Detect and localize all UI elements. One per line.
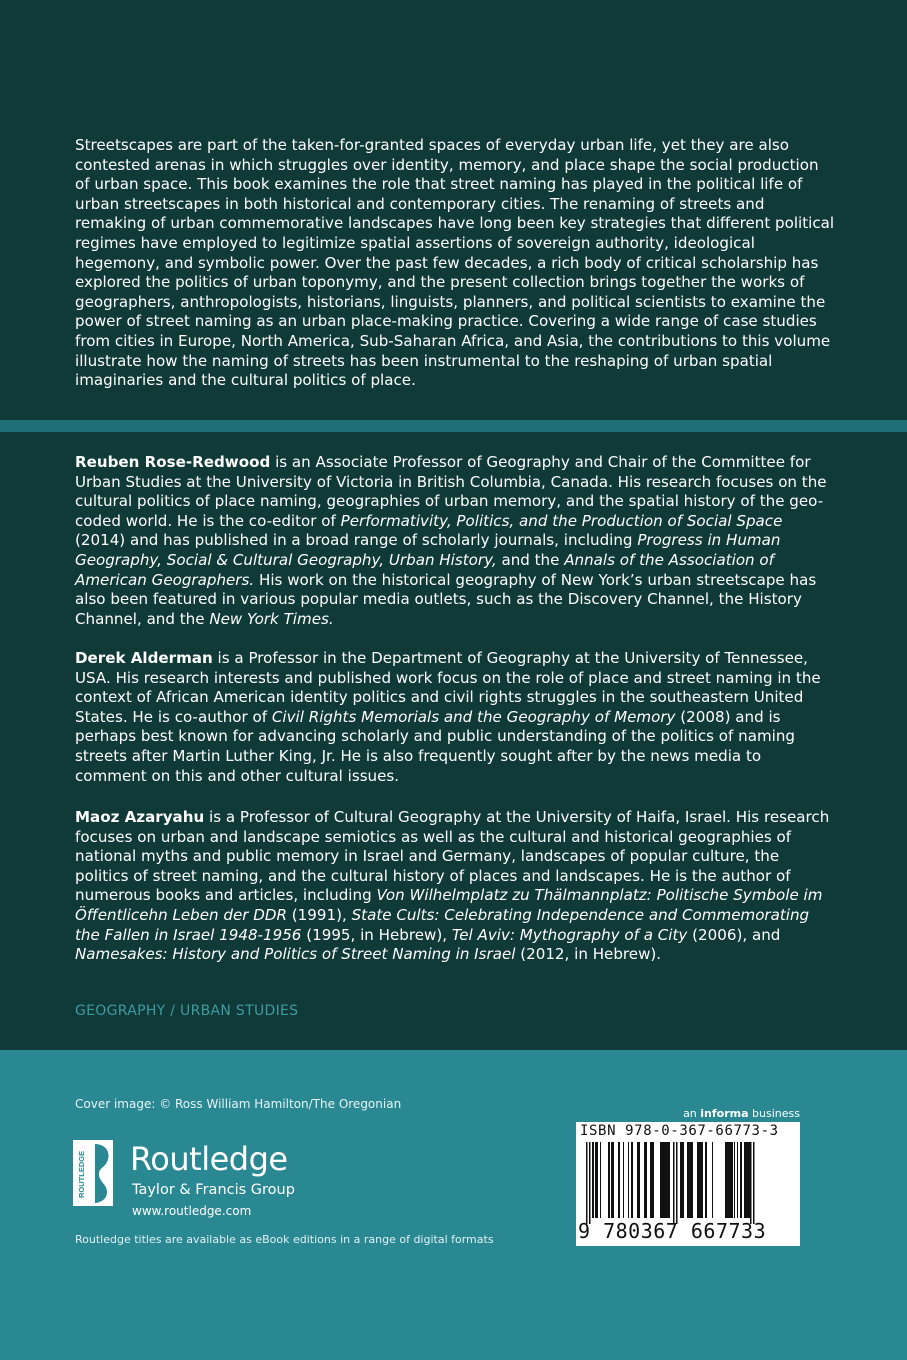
book-blurb: Streetscapes are part of the taken-for-granted spaces of everyday urban life, yet they are also contested arenas in which struggles over identity, memory, and place shape the social production of urban space. This book examines the role that street naming has played in the political life of urban streetscapes in both historical and contemporary cities. The renaming of streets and remaking of urban commemorative landscapes have long been key strategies that different political regimes have employed to legitimize spatial assertions of sovereign authority, ideological hegemony, and symbolic power. Over the past few decades, a rich body of critical scholarship has explored the politics of urban toponymy, and the present collection brings together the works of geographers, anthropologists, historians, linguists, planners, and political scientists to examine the power of street naming as an urban place-making practice. Covering a wide range of case studies from cities in Europe, North America, Sub-Saharan Africa, and Asia, the contributions to this volume illustrate how the naming of streets has been instrumental to the reshaping of urban spatial imaginaries and the cultural politics of place. bbox=[75, 136, 835, 390]
barcode-bar bbox=[660, 1142, 661, 1218]
author-bio-alderman bbox=[75, 649, 835, 786]
barcode-bar bbox=[745, 1142, 747, 1218]
cover-image-credit: Cover image: © Ross William Hamilton/The Oregonian bbox=[75, 1097, 402, 1111]
bio-text: (2014) and has published in a broad range of scholarly journals, including bbox=[75, 531, 638, 550]
italic-title: New York Times. bbox=[209, 609, 334, 628]
barcode-bar bbox=[597, 1142, 598, 1218]
bio-text: and the bbox=[496, 550, 565, 569]
barcode-bar bbox=[688, 1142, 690, 1218]
author-name: Derek Alderman bbox=[75, 649, 213, 667]
barcode-bar bbox=[637, 1142, 640, 1218]
italic-title: Annals of the Association of American Geographers. bbox=[75, 550, 774, 589]
bio-text: (2012, in Hebrew). bbox=[515, 945, 662, 964]
barcode-bar bbox=[728, 1142, 730, 1218]
isbn-label: ISBN 978-0-367-66773-3 bbox=[580, 1123, 779, 1139]
barcode-bar bbox=[611, 1142, 614, 1218]
barcode-bar bbox=[725, 1142, 726, 1218]
barcode-bar bbox=[595, 1142, 597, 1218]
barcode-bar bbox=[608, 1142, 610, 1218]
bio-text: (1995, in Hebrew), bbox=[301, 925, 452, 944]
informa-business-label: an informa business bbox=[683, 1107, 800, 1120]
barcode-bar bbox=[747, 1142, 750, 1218]
publisher-group: Taylor & Francis Group bbox=[132, 1182, 295, 1198]
subject-category: GEOGRAPHY / URBAN STUDIES bbox=[75, 1003, 299, 1019]
barcode-bar bbox=[661, 1142, 664, 1218]
barcode-bar bbox=[734, 1142, 735, 1218]
bio-text: His work on the historical geography of New York’s urban streetscape has also been featured in various popular media outlets, such as the Discovery Channel, the History Channel, and the bbox=[75, 570, 817, 628]
italic-title: State Cults: Celebrating Independence and Commemorating the Fallen in Israel 1948-1956 bbox=[75, 905, 810, 944]
barcode-bar bbox=[628, 1142, 629, 1218]
italic-title: Progress in Human Geography, Social & Cultural Geography, Urban History, bbox=[75, 531, 781, 569]
barcode-bar bbox=[592, 1142, 594, 1218]
bio-text: (1991), bbox=[286, 905, 352, 924]
barcode-bar bbox=[631, 1142, 632, 1218]
bio-text: (2008) and is perhaps best known for advancing scholarly and public understanding of the politics of naming streets after Martin Luther King, Jr. He is also frequently sought after by the news media to comment on this and other cultural issues. bbox=[75, 707, 795, 785]
author-name: Reuben Rose-Redwood bbox=[75, 453, 271, 471]
ebook-note: Routledge titles are available as eBook editions in a range of digital formats bbox=[75, 1233, 494, 1246]
bio-text: is a Professor of Cultural Geography at the University of Haifa, Israel. His research focuses on urban and landscape semiotics as well as the cultural and historical geographies of national myths and public memory in Israel and Germany, landscapes of popular culture, the politics of street naming, and the cultural history of places and landscapes. He is the author of numerous books and articles, including bbox=[75, 808, 830, 905]
isbn-barcode bbox=[576, 1122, 800, 1246]
barcode-bar bbox=[618, 1142, 620, 1218]
italic-title: Civil Rights Memorials and the Geography of Memory bbox=[271, 707, 676, 726]
isbn-digits: 9 780367 667733 bbox=[578, 1219, 767, 1243]
routledge-logo bbox=[73, 1140, 113, 1206]
routledge-logo-text: ROUTLEDGE bbox=[77, 1150, 86, 1198]
author-name: Maoz Azaryahu bbox=[75, 808, 205, 826]
barcode-bar bbox=[744, 1142, 745, 1218]
author-bio-azaryahu bbox=[75, 808, 835, 965]
italic-title: Namesakes: History and Politics of Street Naming in Israel bbox=[75, 945, 516, 964]
bio-text: is a Professor in the Department of Geography at the University of Tennessee, USA. His research interests and published work focus on the role of place and street naming in the context of African American identity politics and civil rights struggles in the southeastern United States. He is co-author of bbox=[75, 649, 821, 726]
italic-title: Tel Aviv: Mythography of a City bbox=[451, 925, 688, 944]
barcode-bar bbox=[740, 1142, 742, 1218]
barcode-bar bbox=[697, 1142, 700, 1218]
barcode-bar bbox=[730, 1142, 733, 1218]
bio-text: (2006), and bbox=[687, 925, 781, 944]
separator-band bbox=[0, 420, 907, 432]
barcode-bar bbox=[664, 1142, 667, 1218]
barcode-bar bbox=[623, 1142, 624, 1218]
barcode-bars bbox=[576, 1142, 800, 1224]
barcode-bar bbox=[712, 1142, 713, 1218]
barcode-bar bbox=[667, 1142, 670, 1218]
author-bio-rose-redwood bbox=[75, 453, 835, 629]
barcode-bar bbox=[683, 1142, 684, 1218]
barcode-bar bbox=[692, 1142, 693, 1218]
barcode-bar bbox=[644, 1142, 647, 1218]
barcode-bar bbox=[652, 1142, 654, 1218]
barcode-bar bbox=[632, 1142, 633, 1218]
barcode-bar bbox=[702, 1142, 703, 1218]
barcode-bar bbox=[690, 1142, 692, 1218]
publisher-name: Routledge bbox=[130, 1140, 288, 1178]
barcode-bar bbox=[650, 1142, 652, 1218]
barcode-bar bbox=[705, 1142, 707, 1218]
barcode-bar bbox=[700, 1142, 702, 1218]
barcode-bar bbox=[737, 1142, 738, 1218]
italic-title: Von Wilhelmplatz zu Thälmannplatz: Politische Symbole im Öffentlicehn Leben der DDR bbox=[75, 886, 823, 924]
barcode-bar bbox=[680, 1142, 683, 1218]
italic-title: Performativity, Politics, and the Production of Social Space bbox=[340, 511, 783, 530]
publisher-website[interactable]: www.routledge.com bbox=[132, 1204, 252, 1218]
barcode-bar bbox=[687, 1142, 688, 1218]
bio-text: is an Associate Professor of Geography and Chair of the Committee for Urban Studies at the University of Victoria in British Columbia, Canada. His research focuses on the cultural politics of place naming, geographies of urban memory, and the spatial history of the geo-coded world. He is the co-editor of bbox=[75, 453, 827, 530]
barcode-bar bbox=[726, 1142, 728, 1218]
barcode-bar bbox=[600, 1142, 601, 1218]
